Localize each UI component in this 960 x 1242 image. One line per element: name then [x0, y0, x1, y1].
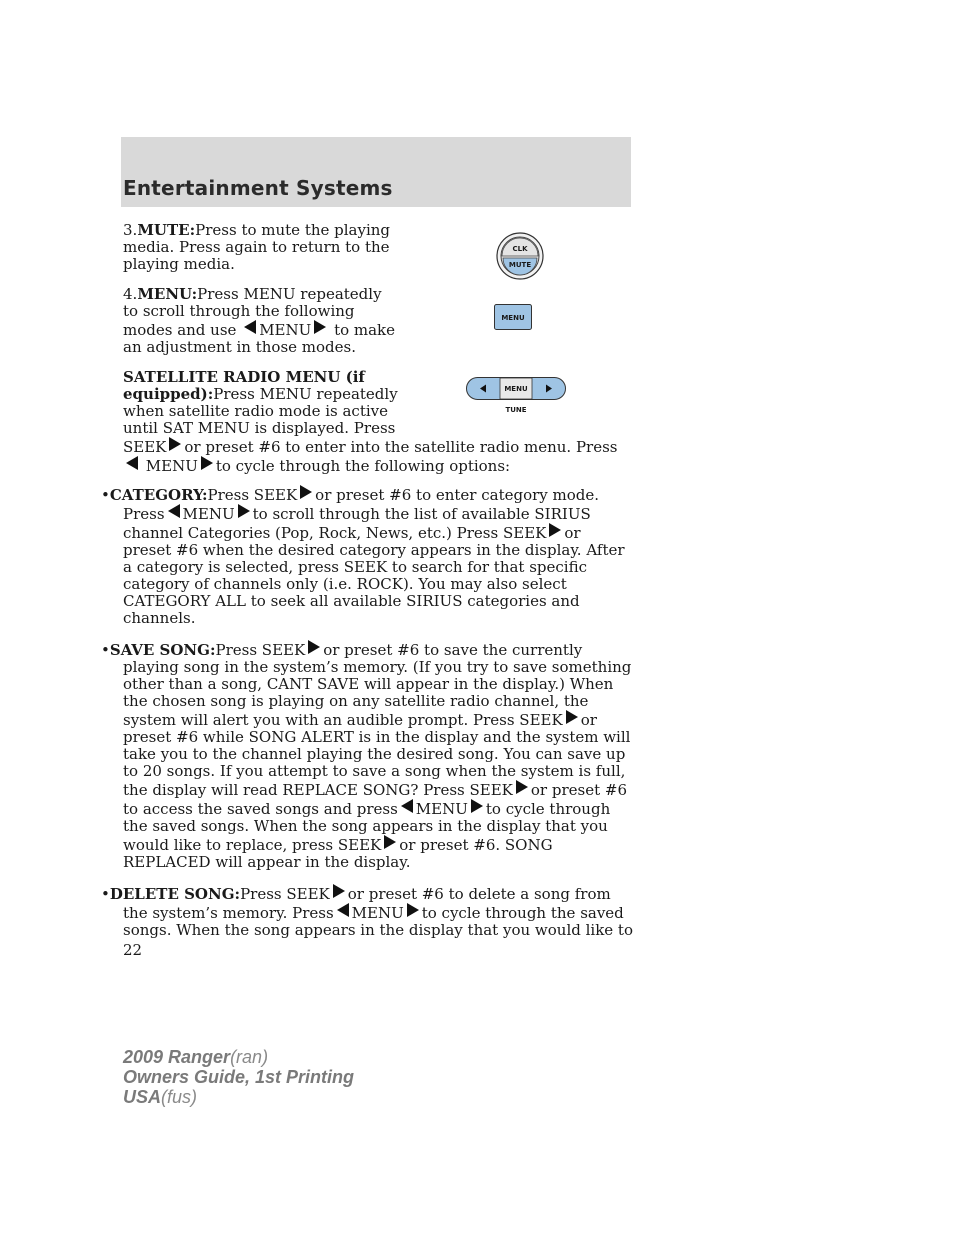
- bullet: •: [101, 641, 110, 659]
- left-arrow-icon: [126, 456, 138, 470]
- right-arrow-icon: [300, 485, 312, 499]
- satellite-term: SATELLITE RADIO MENU (if equipped):: [123, 368, 365, 403]
- menu-inline-label: MENU: [259, 321, 312, 339]
- category-text: Press: [123, 505, 165, 523]
- right-arrow-icon: [407, 903, 419, 917]
- footer: [123, 1047, 354, 1107]
- footer-model-code: (ran): [230, 1047, 269, 1067]
- left-arrow-icon: [401, 799, 413, 813]
- delete-song-item: [101, 884, 633, 939]
- menu-text-end: to make an adjustment in those modes.: [123, 321, 396, 356]
- menu-inline-label: MENU: [351, 904, 404, 922]
- footer-market: USA: [123, 1087, 162, 1107]
- right-arrow-icon: [516, 780, 528, 794]
- save-text: or preset #6 to access the saved songs and press: [123, 781, 627, 818]
- menu-text: Press MENU repeatedly to scroll through the following modes and use: [123, 285, 382, 339]
- mute-term: MUTE:: [137, 221, 196, 239]
- footer-printing: Owners Guide, 1st Printing: [123, 1067, 355, 1087]
- save-text: or preset #6 while SONG ALERT is in the display and the system will take you to the channel playing the desired song. You can save up to 20 songs. If you attempt to save a song when the system is full, the display will read REPLACE SONG? Press SEEK: [123, 711, 631, 799]
- menu-inline-label: MENU: [182, 505, 235, 523]
- body-text: [101, 221, 633, 952]
- save-text: or preset #6 to save the currently playing song in the system’s memory. (If you try to save something other than a song, CANT SAVE will appear in the display.) When the chosen song is playing on any satellite radio channel, the system will alert you with an audible prompt. Press SEEK: [123, 641, 632, 729]
- satellite-text: Press MENU repeatedly when satellite radio mode is active until SAT MENU is displayed. Press: [123, 385, 398, 437]
- satellite-text-3: to cycle through the following options:: [215, 457, 511, 475]
- right-arrow-icon: [169, 437, 181, 451]
- menu-button-label: MENU: [501, 314, 525, 322]
- right-arrow-icon: [308, 640, 320, 654]
- delete-text: Press SEEK: [240, 885, 330, 903]
- bullet: •: [101, 486, 110, 504]
- category-text: Press SEEK: [207, 486, 298, 504]
- right-arrow-icon: [238, 504, 250, 518]
- right-arrow-icon: [314, 320, 326, 334]
- category-text: or preset #6 to enter category mode.: [315, 486, 600, 504]
- tune-menu-label: MENU: [504, 385, 528, 393]
- delete-text: or preset #6 to delete a song from the system’s memory. Press: [123, 885, 611, 922]
- category-term: CATEGORY:: [109, 486, 208, 504]
- knob-mute-label: MUTE: [508, 261, 532, 269]
- satellite-text-2: or preset #6 to enter into the satellite radio menu. Press: [184, 438, 618, 456]
- menu-inline-label: MENU: [415, 800, 468, 818]
- mute-text: Press to mute the playing media. Press again to return to the playing media.: [123, 221, 391, 273]
- right-arrow-icon: [333, 884, 345, 898]
- left-arrow-icon: [337, 903, 349, 917]
- item-number: 4.: [123, 285, 138, 303]
- save-text: to cycle through the saved songs. When the song appears in the display that you would like to replace, press SEEK: [123, 800, 611, 854]
- bullet: •: [101, 885, 110, 903]
- right-arrow-icon: [549, 523, 561, 537]
- mute-item: [123, 222, 398, 273]
- tune-label: TUNE: [505, 406, 527, 414]
- menu-inline-label: MENU: [145, 457, 198, 475]
- seek-label: SEEK: [123, 438, 167, 456]
- save-text: Press SEEK: [215, 641, 306, 659]
- item-number: 3.: [123, 221, 138, 239]
- left-arrow-icon: [244, 320, 256, 334]
- right-arrow-icon: [471, 799, 483, 813]
- save-song-term: SAVE SONG:: [109, 641, 216, 659]
- delete-text: to cycle through the saved songs. When the song appears in the display that you would like to: [123, 904, 633, 939]
- section-title: Entertainment Systems: [123, 176, 393, 200]
- page-number: 22: [123, 941, 143, 959]
- save-song-item: [101, 640, 633, 871]
- category-text: or preset #6 when the desired category appears in the display. After a category is selected, press SEEK to search for that specific category of channels only (i.e. ROCK). You may also select CATEGORY ALL to seek all available SIRIUS categories and channels.: [123, 524, 625, 627]
- menu-item: [123, 286, 398, 356]
- delete-song-term: DELETE SONG:: [109, 885, 241, 903]
- category-text: to scroll through the list of available SIRIUS channel Categories (Pop, Rock, News, etc.) Press SEEK: [123, 505, 591, 542]
- knob-clk-label: CLK: [512, 245, 528, 253]
- menu-term: MENU:: [137, 285, 198, 303]
- save-text: or preset #6. SONG REPLACED will appear in the display.: [123, 836, 553, 871]
- right-arrow-icon: [201, 456, 213, 470]
- footer-market-code: (fus): [161, 1087, 198, 1107]
- right-arrow-icon: [384, 835, 396, 849]
- left-arrow-icon: [168, 504, 180, 518]
- category-item: [101, 485, 633, 627]
- right-arrow-icon: [566, 710, 578, 724]
- satellite-menu-item: [123, 369, 633, 475]
- footer-model: 2009 Ranger: [123, 1047, 231, 1067]
